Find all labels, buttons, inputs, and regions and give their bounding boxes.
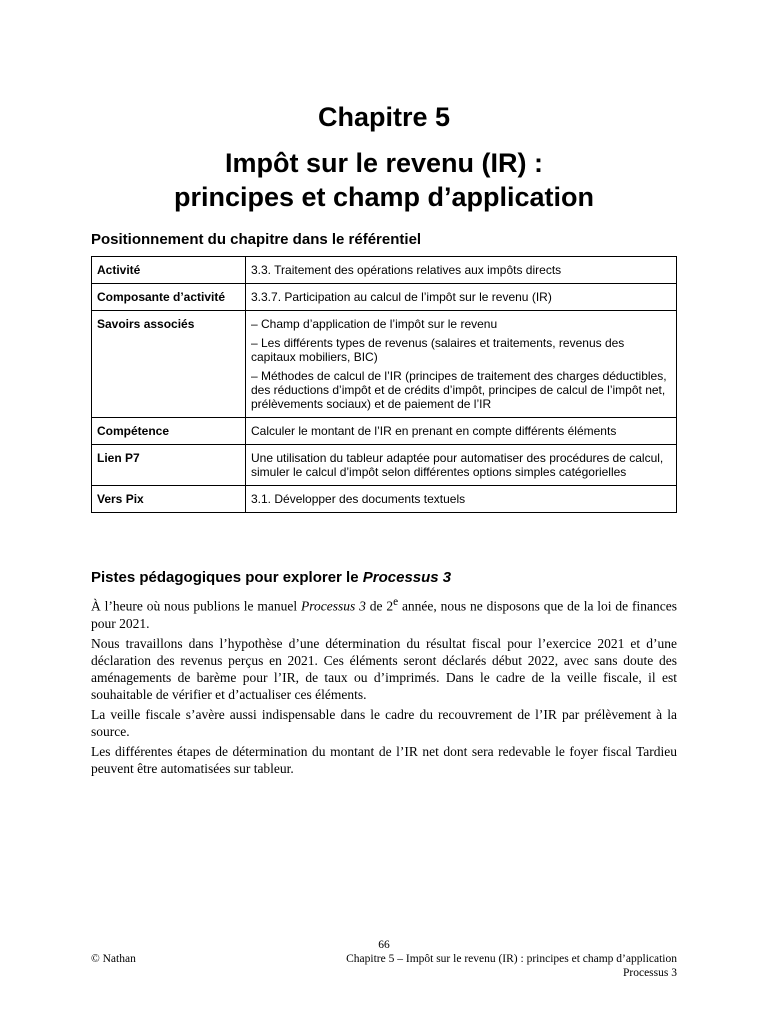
table-row: [92, 486, 677, 513]
footer-running-title-line-1: Chapitre 5 – Impôt sur le revenu (IR) : principes et champ d’application: [346, 953, 677, 965]
row-key: Composante d’activité: [92, 284, 246, 311]
chapter-number: Chapitre 5: [317, 102, 451, 132]
section-heading-emphasis: Processus 3: [362, 569, 452, 586]
table-row: [92, 445, 677, 486]
table-row: [92, 257, 677, 284]
row-value: [246, 418, 677, 445]
row-value-text: Une utilisation du tableur adaptée pour automatiser des procédures de calcul, simuler le calcul d’impôt selon différentes options simples catégorielles: [251, 451, 664, 479]
chapter-title: [0, 146, 768, 214]
paragraph-text: À l’heure où nous publions le manuel: [91, 598, 301, 614]
row-value: [246, 284, 677, 311]
row-key: Lien P7: [92, 445, 246, 486]
referentiel-table: [91, 256, 677, 513]
paragraph-text: année, nous ne disposons que de la loi de finances pour 2021.: [91, 598, 677, 631]
section-heading-prefix: Pistes pédagogiques pour explorer le: [91, 569, 363, 586]
row-value-text: – Les différents types de revenus (salaires et traitements, revenus des capitaux mobiliers, BIC): [251, 336, 625, 364]
row-key: Compétence: [92, 418, 246, 445]
footer-running-title-line-2: Processus 3: [623, 967, 677, 979]
row-value-text: 3.1. Développer des documents textuels: [251, 492, 466, 506]
row-value-text: 3.3. Traitement des opérations relatives aux impôts directs: [251, 263, 562, 277]
chapter-title-line-1: Impôt sur le revenu (IR) :: [224, 148, 544, 178]
superscript: e: [393, 596, 399, 608]
chapter-title-line-2: principes et champ d’application: [173, 182, 595, 212]
row-value-text: – Champ d’application de l’impôt sur le revenu: [251, 317, 498, 331]
row-value: [246, 311, 677, 418]
page-number: 66: [378, 939, 390, 951]
section-heading-positionnement: Positionnement du chapitre dans le référentiel: [91, 231, 422, 248]
section-heading-pistes: [91, 569, 451, 587]
row-value-text: – Méthodes de calcul de l’IR (principes de traitement des charges déductibles, des réductions d’impôt et de crédits d’impôt, principes de calcul de l’impôt net, prélèvements sociaux) et de paiement de l’IR: [251, 369, 667, 411]
row-value: [246, 486, 677, 513]
paragraph-text: de 2: [365, 598, 394, 614]
row-key: Savoirs associés: [92, 311, 246, 418]
table-row: [92, 284, 677, 311]
row-key: Activité: [92, 257, 246, 284]
paragraph-emphasis: Processus 3: [301, 598, 366, 614]
paragraph: La veille fiscale s’avère aussi indispensable dans le cadre du recouvrement de l’IR par prélèvement à la source.: [91, 706, 677, 739]
row-value: [246, 257, 677, 284]
body-text: [91, 594, 677, 780]
paragraph: [91, 594, 677, 632]
footer-copyright: © Nathan: [91, 953, 136, 965]
table-row: [92, 418, 677, 445]
paragraph: Nous travaillons dans l’hypothèse d’une détermination du résultat fiscal pour l’exercice 2021 et d’une déclaration des revenus perçus en 2021. Ces éléments seront déclarés début 2022, avec sans doute des aménagements de barème pour l’IR, de taux ou d’imprimés. Dans le cadre de la veille fiscale, il est souhaitable de vérifier et d’actualiser ces éléments.: [91, 635, 677, 702]
table-row: [92, 311, 677, 418]
row-value: [246, 445, 677, 486]
footer-running-title: [346, 952, 677, 980]
paragraph: Les différentes étapes de détermination du montant de l’IR net dont sera redevable le foyer fiscal Tardieu peuvent être automatisées sur tableur.: [91, 743, 677, 776]
row-value-text: 3.3.7. Participation au calcul de l’impôt sur le revenu (IR): [251, 290, 552, 304]
row-value-text: Calculer le montant de l’IR en prenant en compte différents éléments: [251, 424, 617, 438]
row-key: Vers Pix: [92, 486, 246, 513]
